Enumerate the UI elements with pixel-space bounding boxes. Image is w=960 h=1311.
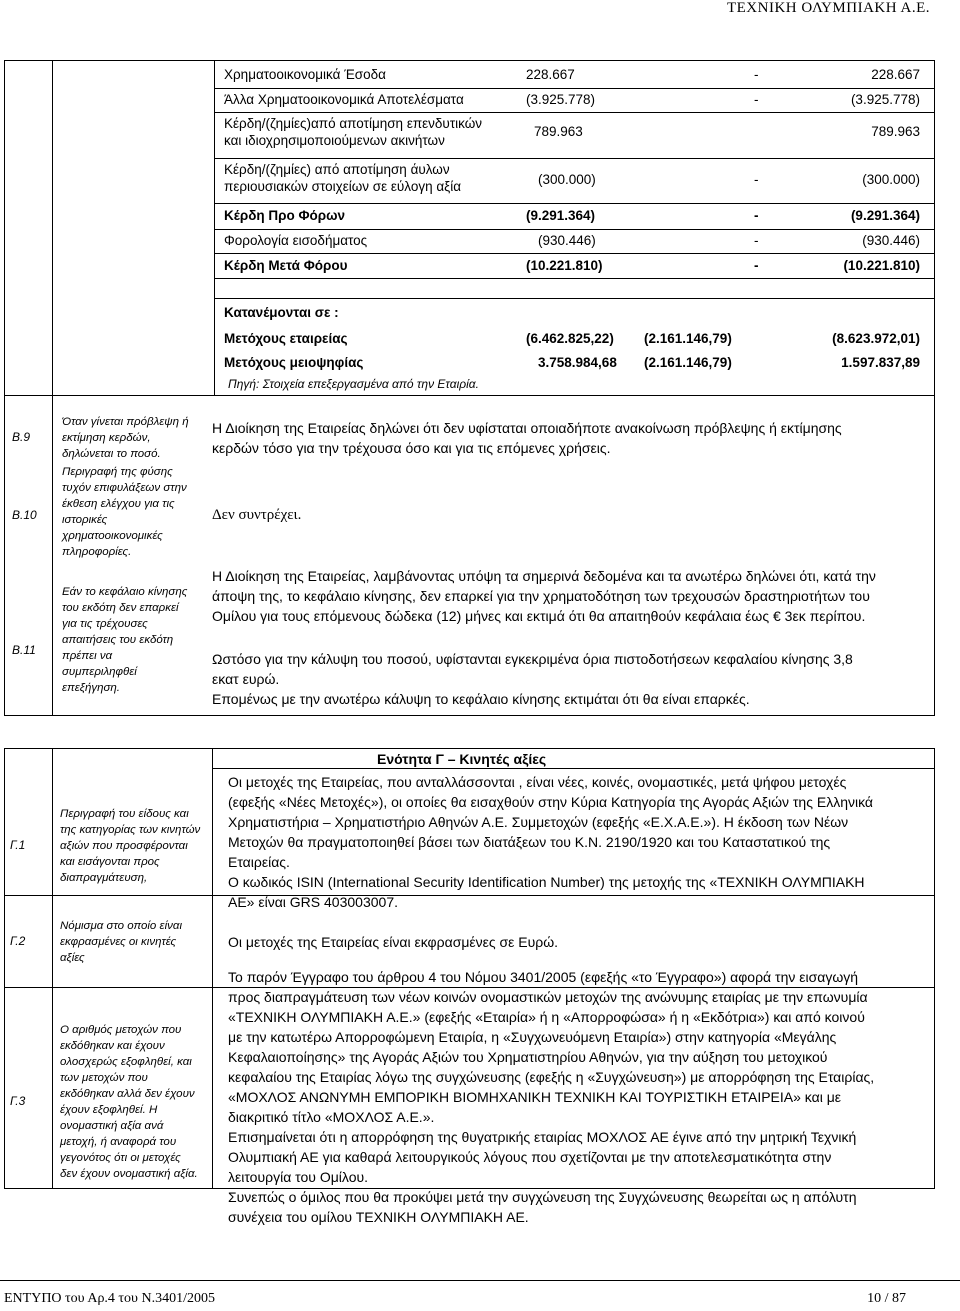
footer-divider: [0, 1280, 960, 1281]
text-line: Η Διοίκηση της Εταιρείας, λαμβάνοντας υπόψη τα σημερινά δεδομένα και τα ανωτέρω δηλώνει ότι, κατά την: [212, 568, 876, 584]
row-value: -: [754, 172, 759, 187]
desc-line: ιστορικές: [62, 514, 108, 526]
text-line: Κεφαλαιοποίησης» της Αγοράς Αξιών του Χρηματιστηρίου Αθηνών, για την αύξηση του μετοχικού: [228, 1049, 828, 1065]
row-value: 789.963: [534, 124, 583, 139]
row-label: Φορολογία εισοδήματος: [224, 233, 368, 248]
row-label: Μετόχους εταιρείας: [224, 331, 348, 346]
text-line: συνέχεια του ομίλου ΤΕΧΝΙΚΗ ΟΛΥΜΠΙΑΚΗ ΑΕ.: [228, 1209, 529, 1225]
desc-line: συμπεριληφθεί: [62, 666, 137, 678]
row-label: Χρηματοοικονομικά Έσοδα: [224, 67, 386, 82]
desc-line: διαπραγμάτευση,: [60, 872, 148, 884]
item-description: [62, 584, 187, 696]
text-line: «ΤΕΧΝΙΚΗ ΟΛΥΜΠΙΑΚΗ Α.Ε.» (εφεξής «Εταιρία» ή η «Απορροφώσα» ή η «Εκδότρια») και από κοινού: [228, 1009, 865, 1025]
desc-line: αξίες: [60, 952, 85, 964]
item-code: Γ.1: [10, 838, 26, 852]
item-code: Β.9: [12, 430, 31, 444]
desc-line: Περιγραφή του είδους και: [60, 808, 189, 820]
desc-line: της κατηγορίας των κινητών: [60, 824, 201, 836]
text-line: Επισημαίνεται ότι η απορρόφηση της θυγατρικής εταιρίας ΜΟΧΛΟΣ ΑΕ έγινε από την μητρική Τεχνική: [228, 1129, 857, 1145]
desc-line: απαιτήσεις του εκδότη: [62, 634, 174, 646]
text-line: ΑΕ» είναι GRS 403003007.: [228, 894, 398, 910]
row-value: (2.161.146,79): [644, 331, 732, 346]
item-code: Γ.3: [10, 1094, 26, 1108]
item-text: [228, 772, 873, 912]
item-description: [60, 1022, 198, 1182]
item-text: Οι μετοχές της Εταιρείας είναι εκφρασμένες σε Ευρώ.: [228, 934, 559, 950]
text-line: κερδών τόσο για την τρέχουσα όσο και για τις επόμενες χρήσεις.: [212, 440, 611, 456]
text-line: Ο κωδικός ISIN (International Security Identification Number) της μετοχής της «ΤΕΧΝΙΚΗ ΟΛΥΜΠΙΑΚΗ: [228, 874, 865, 890]
text-line: Ομίλου για τους επόμενους δώδεκα (12) μήνες και εκτιμά ότι θα απαιτηθούν κεφάλαια έως € 3εκ περίπου.: [212, 608, 866, 624]
row-value: 3.758.984,68: [538, 355, 617, 370]
row-value: 228.667: [871, 67, 920, 82]
row-value: (3.925.778): [526, 92, 596, 107]
row-label: Κέρδη/(ζημίες)από αποτίμηση επενδυτικών: [224, 116, 483, 131]
row-value: -: [754, 233, 759, 248]
text-line: (εφεξής «Νέες Μετοχές»), οι οποίες θα εισαχθούν στην Κύρια Κατηγορία της Αγοράς Αξιών της Ελληνικά: [228, 794, 874, 810]
text-line: με την κατωτέρω Απορροφώμενη Εταιρία, η «Συγχωνευόμενη Εταιρία») στην κατηγορία «Μεγάλης: [228, 1029, 837, 1045]
desc-line: του εκδότη δεν επαρκεί: [62, 602, 179, 614]
text-line: προς διαπραγμάτευση των νέων κοινών ονομαστικών μετοχών της ανώνυμης εταιρίας με την επωνυμία: [228, 989, 868, 1005]
item-code: Β.11: [12, 643, 36, 657]
desc-line: εκφρασμένες οι κινητές: [60, 936, 177, 948]
row-value: -: [754, 208, 759, 223]
item-code: Γ.2: [10, 934, 26, 948]
item-description: [60, 918, 182, 966]
row-value: (10.221.810): [526, 258, 603, 273]
row-value: (8.623.972,01): [832, 331, 920, 346]
text-line: Μετοχών θα πραγματοποιηθεί βάσει των διατάξεων του Κ.Ν. 2190/1920 και του Καταστατικού της: [228, 834, 831, 850]
row-value: (930.446): [538, 233, 596, 248]
row-label: περιουσιακών στοιχείων σε εύλογη αξία: [224, 179, 462, 194]
row-value: (9.291.364): [850, 208, 920, 223]
text-line: «ΜΟΧΛΟΣ ΑΝΩΝΥΜΗ ΕΜΠΟΡΙΚΗ ΒΙΟΜΗΧΑΝΙΚΗ ΤΕΧΝΙΚΗ ΚΑΙ ΤΟΥΡΙΣΤΙΚΗ ΕΤΑΙΡΕΙΑ» και με: [228, 1089, 842, 1105]
text-line: Συνεπώς ο όμιλος που θα προκύψει μετά την συγχώνευση της Συγχώνευσης θεωρείται ως η απόλυτη: [228, 1189, 857, 1205]
text-line: Οι μετοχές της Εταιρείας, που ανταλλάσσονται , είναι νέες, κοινές, ονομαστικές, μετά ψήφου μετοχές: [228, 774, 847, 790]
row-label: Κέρδη Μετά Φόρου: [224, 258, 348, 273]
row-value: 228.667: [526, 67, 575, 82]
desc-line: εκδόθηκαν και έχουν: [60, 1040, 165, 1052]
row-value: (10.221.810): [843, 258, 920, 273]
row-value: (2.161.146,79): [644, 355, 732, 370]
desc-line: Εάν το κεφάλαιο κίνησης: [62, 586, 188, 598]
desc-line: Νόμισμα στο οποίο είναι: [60, 920, 182, 932]
text-line: εκατ ευρώ.: [212, 671, 280, 687]
desc-line: χρηματοοικονομικές: [62, 530, 163, 542]
item-description: [60, 806, 200, 886]
desc-line: εκδόθηκαν αλλά δεν έχουν: [60, 1088, 195, 1100]
row-value: (3.925.778): [850, 92, 920, 107]
desc-line: και εισάγονται προς: [60, 856, 160, 868]
text-line: Εταιρείας.: [228, 854, 290, 870]
row-label: Κέρδη/(ζημίες) από αποτίμηση άυλων: [224, 162, 450, 177]
text-line: Επομένως με την ανωτέρω κάλυψη το κεφάλαιο κίνησης εκτιμάται ότι θα είναι επαρκές.: [212, 691, 750, 707]
desc-line: μετοχή, ή αναφορά του: [60, 1136, 177, 1148]
footer-doc-title: ΕΝΤΥΠΟ του Αρ.4 του Ν.3401/2005: [4, 1291, 215, 1306]
item-description: [62, 414, 189, 462]
text-line: Χρηματιστήρια – Χρηματιστήριο Αθηνών Α.Ε. Συμμετοχών (εφεξής «Ε.Χ.Α.Ε.»). Η έκδοση των Νέων: [228, 814, 849, 830]
header-company: ΤΕΧΝΙΚΗ ΟΛΥΜΠΙΑΚΗ Α.Ε.: [726, 0, 930, 16]
row-value: -: [754, 258, 759, 273]
row-value: -: [754, 92, 759, 107]
text-line: διακριτικό τίτλο «ΜΟΧΛΟΣ Α.Ε.».: [228, 1109, 435, 1125]
text-line: Ολυμπιακή ΑΕ για καθαρά λειτουργικούς λόγους που σχετίζονται με την αποτελεσματικότητα στην: [228, 1149, 832, 1165]
desc-line: πρέπει να: [62, 650, 113, 662]
row-value: (9.291.364): [526, 208, 596, 223]
desc-line: Όταν γίνεται πρόβλεψη ή: [62, 416, 189, 428]
desc-line: Περιγραφή της φύσης: [62, 466, 173, 478]
row-value: -: [754, 67, 759, 82]
desc-line: Ο αριθμός μετοχών που: [60, 1024, 182, 1036]
item-text: Δεν συντρέχει.: [212, 507, 302, 523]
item-code: Β.10: [12, 508, 37, 522]
item-text: [212, 418, 842, 458]
row-value: (300.000): [862, 172, 920, 187]
row-label: Μετόχους μειοψηφίας: [224, 355, 364, 370]
desc-line: εκτίμηση κερδών,: [62, 432, 151, 444]
text-line: άποψη της, το κεφάλαιο κίνησης, δεν επαρκεί για την χρηματοδότηση των τρεχουσών δραστηριοτήτων του: [212, 588, 870, 604]
text-line: κεφαλαίου της Εταιρίας λόγω της συγχώνευσης (εφεξής η «Συγχώνευση») με απορρόφηση της Εταιρίας,: [228, 1069, 875, 1085]
desc-line: αξιών που προσφέρονται: [60, 840, 188, 852]
source-note: Πηγή: Στοιχεία επεξεργασμένα από την Εταιρία.: [228, 377, 479, 391]
row-value: 789.963: [871, 124, 920, 139]
desc-line: γεγονότος ότι οι μετοχές: [60, 1152, 181, 1164]
row-value: (930.446): [862, 233, 920, 248]
section-title: Ενότητα Γ – Κινητές αξίες: [377, 751, 547, 767]
allocation-title-text: Κατανέμονται σε :: [224, 305, 339, 320]
text-line: Το παρόν Έγγραφο του άρθρου 4 του Νόμου 3401/2005 (εφεξής «το Έγγραφο») αφορά την εισαγωγή: [228, 969, 859, 985]
row-label: Κέρδη Προ Φόρων: [224, 208, 346, 223]
footer-page-number: 10 / 87: [867, 1291, 906, 1306]
text-line: Η Διοίκηση της Εταιρείας δηλώνει ότι δεν υφίσταται οποιαδήποτε ανακοίνωση πρόβλεψης ή εκτίμησης: [212, 420, 842, 436]
desc-line: επεξήγηση.: [62, 682, 120, 694]
text-line: Ωστόσο για την κάλυψη του ποσού, υφίστανται εγκεκριμένα όρια πιστοδοτήσεων κεφαλαίου κίνησης 3,8: [212, 651, 853, 667]
desc-line: έκθεση ελέγχου για τις: [62, 498, 175, 510]
desc-line: ονομαστική αξία ανά: [60, 1120, 164, 1132]
item-description: [62, 464, 187, 560]
row-value: (6.462.825,22): [526, 331, 614, 346]
desc-line: τυχόν επιφυλάξεων στην: [62, 482, 187, 494]
desc-line: έχουν εξοφληθεί. Η: [60, 1104, 158, 1116]
item-text: [212, 566, 876, 626]
row-label: και ιδιοχρησιμοποιούμενων ακινήτων: [224, 133, 445, 148]
row-value: (300.000): [538, 172, 596, 187]
desc-line: δηλώνεται το ποσό.: [62, 448, 161, 460]
item-text: [228, 967, 874, 1227]
desc-line: δεν έχουν ονομαστική αξία.: [60, 1168, 198, 1180]
row-label: Άλλα Χρηματοοικονομικά Αποτελέσματα: [224, 92, 464, 107]
desc-line: πληροφορίες.: [62, 546, 132, 558]
text-line: λειτουργία του Ομίλου.: [228, 1169, 369, 1185]
desc-line: των μετοχών που: [60, 1072, 148, 1084]
row-value: 1.597.837,89: [841, 355, 920, 370]
desc-line: ολοσχερώς εξοφληθεί, και: [60, 1056, 192, 1068]
desc-line: για τις τρέχουσες: [62, 618, 148, 630]
item-text: [212, 649, 853, 709]
